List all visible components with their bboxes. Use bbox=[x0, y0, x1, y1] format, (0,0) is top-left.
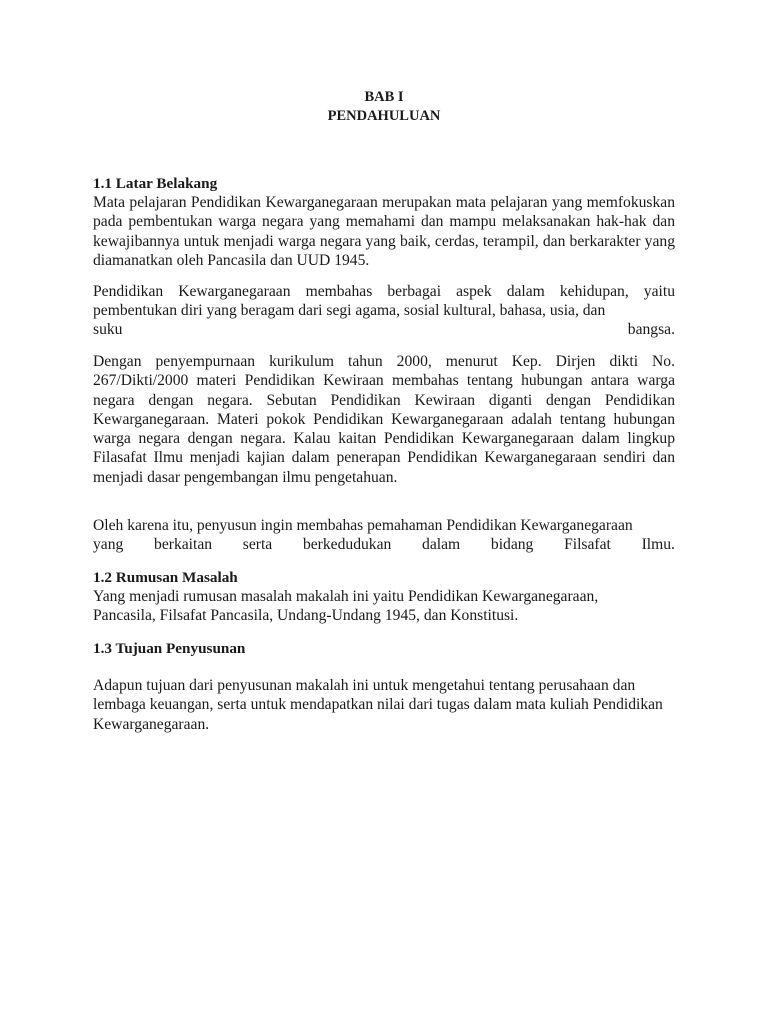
paragraph-latar-belakang-1: Mata pelajaran Pendidikan Kewarganegaraan merupakan mata pelajaran yang memfokuskan pada pembentukan warga negara yang memahami dan mampu melaksanakan hak-hak dan kewajibannya untuk menjadi warga negara yang baik, cerdas, terampil, dan berkarakter yang diamanatkan oleh Pancasila dan UUD 1945. bbox=[93, 194, 675, 269]
word: berkaitan bbox=[154, 536, 213, 553]
paragraph-rumusan-masalah: Yang menjadi rumusan masalah makalah ini yaitu Pendidikan Kewarganegaraan, Pancasila, Filsafat Pancasila, Undang-Undang 1945, dan Konstitusi. bbox=[93, 588, 599, 625]
word-bangsa: bangsa. bbox=[627, 321, 675, 338]
word: Filsafat bbox=[564, 536, 611, 553]
section-heading-rumusan-masalah: 1.2 Rumusan Masalah bbox=[93, 569, 238, 586]
chapter-title: PENDAHULUAN bbox=[327, 108, 441, 124]
paragraph-latar-belakang-4-line-2 bbox=[93, 535, 675, 554]
word: serta bbox=[242, 536, 273, 553]
section-heading-tujuan-penyusunan: 1.3 Tujuan Penyusunan bbox=[93, 640, 246, 657]
chapter-number: BAB I bbox=[364, 89, 404, 105]
word: berkedudukan bbox=[302, 536, 392, 553]
word: bidang bbox=[490, 536, 534, 553]
paragraph-latar-belakang-2: Pendidikan Kewarganegaraan membahas berbagai aspek dalam kehidupan, yaitu pembentukan diri yang beragam dari segi agama, sosial kultural, bahasa, usia, dan bbox=[93, 283, 675, 320]
paragraph-tujuan-penyusunan: Adapun tujuan dari penyusunan makalah ini untuk mengetahui tentang perusahaan dan lembaga keuangan, serta untuk mendapatkan nilai dari tugas dalam mata kuliah Pendidikan Kewarganegaraan. bbox=[93, 677, 663, 733]
word: Ilmu. bbox=[641, 536, 675, 553]
section-heading-latar-belakang: 1.1 Latar Belakang bbox=[93, 175, 218, 192]
word-suku: suku bbox=[93, 321, 123, 338]
word: dalam bbox=[422, 536, 461, 553]
paragraph-latar-belakang-2-last-line bbox=[93, 320, 675, 339]
paragraph-latar-belakang-4-line-1: Oleh karena itu, penyusun ingin membahas pemahaman Pendidikan Kewarganegaraan bbox=[93, 517, 633, 534]
word: yang bbox=[93, 536, 124, 553]
paragraph-latar-belakang-3: Dengan penyempurnaan kurikulum tahun 2000, menurut Kep. Dirjen dikti No. 267/Dikti/2000 materi Pendidikan Kewiraan membahas tentang hubungan antara warga negara dengan negara. Sebutan Pendidikan Kewiraan diganti dengan Pendidikan Kewarganegaraan. Materi pokok Pendidikan Kewarganegaraan adalah tentang hubungan warga negara dengan negara. Kalau kaitan Pendidikan Kewarganegaraan dalam lingkup Filasafat Ilmu menjadi kajian dalam penerapan Pendidikan Kewarganegaraan sendiri dan menjadi dasar pengembangan ilmu pengetahuan. bbox=[93, 353, 675, 486]
